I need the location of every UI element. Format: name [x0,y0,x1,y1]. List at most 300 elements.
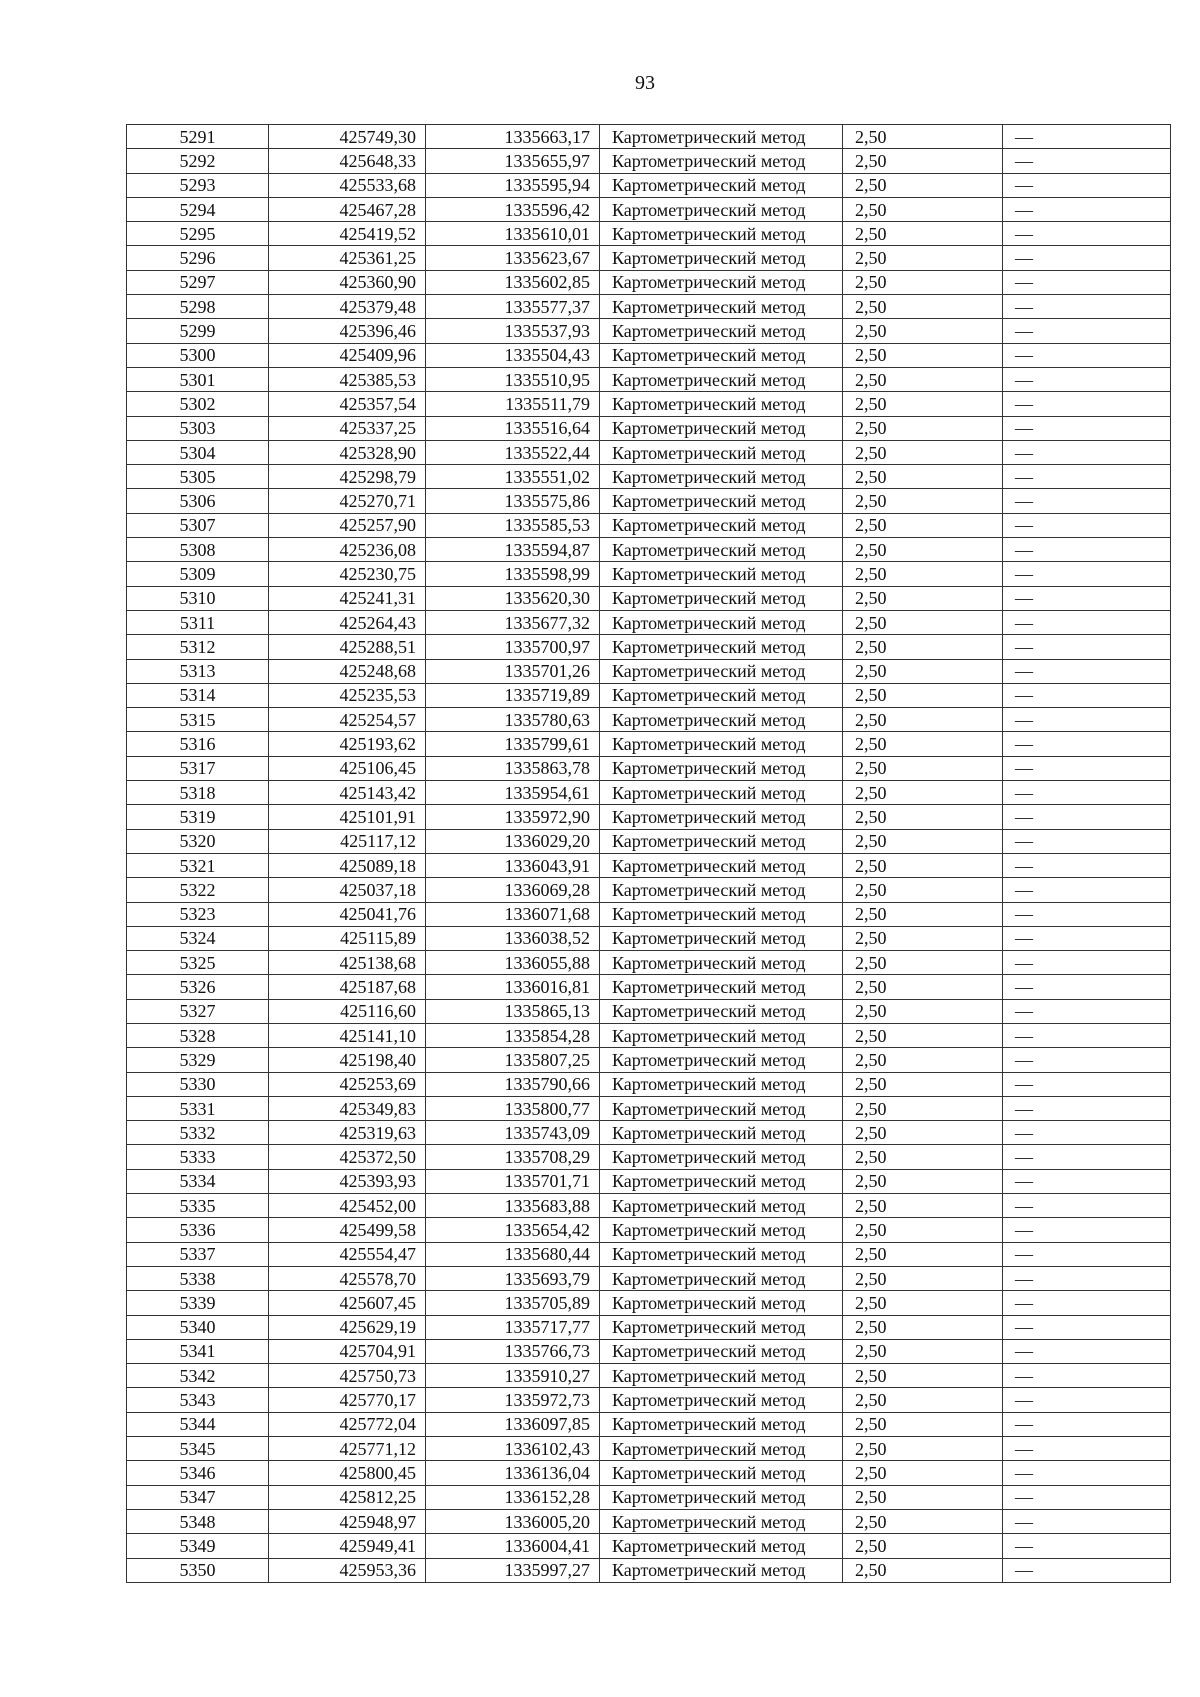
table-row [127,222,1171,246]
method-cell: Картометрический метод [600,1266,843,1290]
accuracy-cell: 2,50 [843,756,1003,780]
x-coordinate-cell: 425116,60 [269,999,426,1023]
point-number-cell: 5327 [127,999,269,1023]
description-cell: — [1003,586,1171,610]
method-cell: Картометрический метод [600,902,843,926]
method-cell: Картометрический метод [600,610,843,634]
method-cell: Картометрический метод [600,222,843,246]
y-coordinate-cell: 1335575,86 [426,489,600,513]
point-number-cell: 5326 [127,975,269,999]
x-coordinate-cell: 425235,53 [269,683,426,707]
method-cell: Картометрический метод [600,562,843,586]
point-number-cell: 5298 [127,295,269,319]
table-row [127,1169,1171,1193]
x-coordinate-cell: 425372,50 [269,1145,426,1169]
point-number-cell: 5336 [127,1218,269,1242]
point-number-cell: 5343 [127,1388,269,1412]
method-cell: Картометрический метод [600,659,843,683]
point-number-cell: 5300 [127,343,269,367]
table-row [127,781,1171,805]
y-coordinate-cell: 1335954,61 [426,781,600,805]
x-coordinate-cell: 425467,28 [269,197,426,221]
table-row [127,610,1171,634]
method-cell: Картометрический метод [600,1218,843,1242]
table-row [127,440,1171,464]
point-number-cell: 5294 [127,197,269,221]
point-number-cell: 5317 [127,756,269,780]
table-row [127,1023,1171,1047]
description-cell: — [1003,343,1171,367]
method-cell: Картометрический метод [600,1048,843,1072]
table-row [127,465,1171,489]
y-coordinate-cell: 1335807,25 [426,1048,600,1072]
accuracy-cell: 2,50 [843,1096,1003,1120]
accuracy-cell: 2,50 [843,1339,1003,1363]
description-cell: — [1003,1072,1171,1096]
method-cell: Картометрический метод [600,829,843,853]
x-coordinate-cell: 425089,18 [269,853,426,877]
table-row [127,392,1171,416]
table-row [127,1388,1171,1412]
x-coordinate-cell: 425770,17 [269,1388,426,1412]
y-coordinate-cell: 1335654,42 [426,1218,600,1242]
point-number-cell: 5299 [127,319,269,343]
x-coordinate-cell: 425800,45 [269,1461,426,1485]
description-cell: — [1003,975,1171,999]
description-cell: — [1003,367,1171,391]
method-cell: Картометрический метод [600,1339,843,1363]
description-cell: — [1003,1485,1171,1509]
point-number-cell: 5350 [127,1558,269,1582]
description-cell: — [1003,149,1171,173]
x-coordinate-cell: 425230,75 [269,562,426,586]
point-number-cell: 5330 [127,1072,269,1096]
point-number-cell: 5292 [127,149,269,173]
accuracy-cell: 2,50 [843,440,1003,464]
y-coordinate-cell: 1335663,17 [426,125,600,149]
y-coordinate-cell: 1335598,99 [426,562,600,586]
y-coordinate-cell: 1335693,79 [426,1266,600,1290]
method-cell: Картометрический метод [600,1534,843,1558]
accuracy-cell: 2,50 [843,1461,1003,1485]
x-coordinate-cell: 425101,91 [269,805,426,829]
x-coordinate-cell: 425396,46 [269,319,426,343]
method-cell: Картометрический метод [600,295,843,319]
method-cell: Картометрический метод [600,1461,843,1485]
x-coordinate-cell: 425241,31 [269,586,426,610]
point-number-cell: 5314 [127,683,269,707]
method-cell: Картометрический метод [600,1121,843,1145]
description-cell: — [1003,951,1171,975]
point-number-cell: 5293 [127,173,269,197]
table-row [127,829,1171,853]
accuracy-cell: 2,50 [843,659,1003,683]
method-cell: Картометрический метод [600,1145,843,1169]
point-number-cell: 5295 [127,222,269,246]
point-number-cell: 5333 [127,1145,269,1169]
x-coordinate-cell: 425948,97 [269,1509,426,1533]
method-cell: Картометрический метод [600,1194,843,1218]
x-coordinate-cell: 425115,89 [269,926,426,950]
description-cell: — [1003,781,1171,805]
table-row [127,562,1171,586]
table-row [127,173,1171,197]
y-coordinate-cell: 1335516,64 [426,416,600,440]
method-cell: Картометрический метод [600,732,843,756]
description-cell: — [1003,1048,1171,1072]
x-coordinate-cell: 425379,48 [269,295,426,319]
point-number-cell: 5347 [127,1485,269,1509]
method-cell: Картометрический метод [600,367,843,391]
y-coordinate-cell: 1335799,61 [426,732,600,756]
y-coordinate-cell: 1335910,27 [426,1364,600,1388]
method-cell: Картометрический метод [600,708,843,732]
description-cell: — [1003,756,1171,780]
y-coordinate-cell: 1336136,04 [426,1461,600,1485]
x-coordinate-cell: 425749,30 [269,125,426,149]
accuracy-cell: 2,50 [843,173,1003,197]
x-coordinate-cell: 425393,93 [269,1169,426,1193]
x-coordinate-cell: 425949,41 [269,1534,426,1558]
accuracy-cell: 2,50 [843,222,1003,246]
method-cell: Картометрический метод [600,440,843,464]
point-number-cell: 5306 [127,489,269,513]
method-cell: Картометрический метод [600,1242,843,1266]
accuracy-cell: 2,50 [843,781,1003,805]
x-coordinate-cell: 425607,45 [269,1291,426,1315]
y-coordinate-cell: 1335610,01 [426,222,600,246]
point-number-cell: 5329 [127,1048,269,1072]
point-number-cell: 5331 [127,1096,269,1120]
y-coordinate-cell: 1336102,43 [426,1437,600,1461]
y-coordinate-cell: 1336097,85 [426,1412,600,1436]
accuracy-cell: 2,50 [843,610,1003,634]
accuracy-cell: 2,50 [843,999,1003,1023]
x-coordinate-cell: 425257,90 [269,513,426,537]
accuracy-cell: 2,50 [843,1485,1003,1509]
method-cell: Картометрический метод [600,465,843,489]
point-number-cell: 5318 [127,781,269,805]
accuracy-cell: 2,50 [843,1169,1003,1193]
description-cell: — [1003,319,1171,343]
y-coordinate-cell: 1335766,73 [426,1339,600,1363]
description-cell: — [1003,465,1171,489]
y-coordinate-cell: 1335596,42 [426,197,600,221]
accuracy-cell: 2,50 [843,125,1003,149]
point-number-cell: 5335 [127,1194,269,1218]
method-cell: Картометрический метод [600,756,843,780]
description-cell: — [1003,659,1171,683]
table-row [127,513,1171,537]
method-cell: Картометрический метод [600,1485,843,1509]
y-coordinate-cell: 1335700,97 [426,635,600,659]
method-cell: Картометрический метод [600,878,843,902]
method-cell: Картометрический метод [600,1509,843,1533]
description-cell: — [1003,270,1171,294]
accuracy-cell: 2,50 [843,683,1003,707]
y-coordinate-cell: 1335683,88 [426,1194,600,1218]
description-cell: — [1003,1096,1171,1120]
x-coordinate-cell: 425452,00 [269,1194,426,1218]
method-cell: Картометрический метод [600,392,843,416]
x-coordinate-cell: 425704,91 [269,1339,426,1363]
table-row [127,1339,1171,1363]
accuracy-cell: 2,50 [843,1315,1003,1339]
y-coordinate-cell: 1335719,89 [426,683,600,707]
y-coordinate-cell: 1335537,93 [426,319,600,343]
description-cell: — [1003,902,1171,926]
table-row [127,125,1171,149]
description-cell: — [1003,246,1171,270]
method-cell: Картометрический метод [600,1437,843,1461]
y-coordinate-cell: 1336152,28 [426,1485,600,1509]
y-coordinate-cell: 1336055,88 [426,951,600,975]
table-row [127,1558,1171,1582]
x-coordinate-cell: 425254,57 [269,708,426,732]
point-number-cell: 5309 [127,562,269,586]
accuracy-cell: 2,50 [843,295,1003,319]
accuracy-cell: 2,50 [843,1437,1003,1461]
accuracy-cell: 2,50 [843,829,1003,853]
point-number-cell: 5313 [127,659,269,683]
x-coordinate-cell: 425041,76 [269,902,426,926]
accuracy-cell: 2,50 [843,1388,1003,1412]
table-row [127,732,1171,756]
description-cell: — [1003,1145,1171,1169]
description-cell: — [1003,999,1171,1023]
x-coordinate-cell: 425812,25 [269,1485,426,1509]
accuracy-cell: 2,50 [843,1121,1003,1145]
description-cell: — [1003,1558,1171,1582]
table-row [127,1048,1171,1072]
description-cell: — [1003,732,1171,756]
description-cell: — [1003,1534,1171,1558]
table-row [127,756,1171,780]
table-row [127,1534,1171,1558]
point-number-cell: 5324 [127,926,269,950]
table-row [127,246,1171,270]
x-coordinate-cell: 425357,54 [269,392,426,416]
y-coordinate-cell: 1335602,85 [426,270,600,294]
point-number-cell: 5332 [127,1121,269,1145]
table-row [127,1145,1171,1169]
y-coordinate-cell: 1336043,91 [426,853,600,877]
accuracy-cell: 2,50 [843,319,1003,343]
y-coordinate-cell: 1336069,28 [426,878,600,902]
x-coordinate-cell: 425750,73 [269,1364,426,1388]
description-cell: — [1003,635,1171,659]
y-coordinate-cell: 1335743,09 [426,1121,600,1145]
accuracy-cell: 2,50 [843,489,1003,513]
accuracy-cell: 2,50 [843,1023,1003,1047]
point-number-cell: 5320 [127,829,269,853]
x-coordinate-cell: 425499,58 [269,1218,426,1242]
point-number-cell: 5346 [127,1461,269,1485]
accuracy-cell: 2,50 [843,270,1003,294]
x-coordinate-cell: 425106,45 [269,756,426,780]
table-row [127,319,1171,343]
description-cell: — [1003,708,1171,732]
description-cell: — [1003,222,1171,246]
method-cell: Картометрический метод [600,538,843,562]
point-number-cell: 5340 [127,1315,269,1339]
description-cell: — [1003,392,1171,416]
point-number-cell: 5296 [127,246,269,270]
description-cell: — [1003,440,1171,464]
y-coordinate-cell: 1335677,32 [426,610,600,634]
y-coordinate-cell: 1335522,44 [426,440,600,464]
point-number-cell: 5328 [127,1023,269,1047]
point-number-cell: 5349 [127,1534,269,1558]
method-cell: Картометрический метод [600,197,843,221]
point-number-cell: 5312 [127,635,269,659]
accuracy-cell: 2,50 [843,926,1003,950]
accuracy-cell: 2,50 [843,1558,1003,1582]
method-cell: Картометрический метод [600,1291,843,1315]
table-row [127,1291,1171,1315]
y-coordinate-cell: 1336038,52 [426,926,600,950]
accuracy-cell: 2,50 [843,853,1003,877]
x-coordinate-cell: 425143,42 [269,781,426,805]
x-coordinate-cell: 425264,43 [269,610,426,634]
x-coordinate-cell: 425533,68 [269,173,426,197]
point-number-cell: 5334 [127,1169,269,1193]
table-row [127,1412,1171,1436]
y-coordinate-cell: 1335655,97 [426,149,600,173]
accuracy-cell: 2,50 [843,878,1003,902]
table-row [127,416,1171,440]
method-cell: Картометрический метод [600,586,843,610]
y-coordinate-cell: 1336005,20 [426,1509,600,1533]
accuracy-cell: 2,50 [843,635,1003,659]
x-coordinate-cell: 425629,19 [269,1315,426,1339]
y-coordinate-cell: 1335620,30 [426,586,600,610]
table-row [127,295,1171,319]
point-number-cell: 5319 [127,805,269,829]
x-coordinate-cell: 425187,68 [269,975,426,999]
x-coordinate-cell: 425349,83 [269,1096,426,1120]
description-cell: — [1003,1364,1171,1388]
point-number-cell: 5302 [127,392,269,416]
point-number-cell: 5348 [127,1509,269,1533]
table-row [127,635,1171,659]
point-number-cell: 5308 [127,538,269,562]
y-coordinate-cell: 1335701,26 [426,659,600,683]
point-number-cell: 5303 [127,416,269,440]
method-cell: Картометрический метод [600,1364,843,1388]
method-cell: Картометрический метод [600,246,843,270]
description-cell: — [1003,489,1171,513]
accuracy-cell: 2,50 [843,465,1003,489]
x-coordinate-cell: 425578,70 [269,1266,426,1290]
method-cell: Картометрический метод [600,489,843,513]
x-coordinate-cell: 425141,10 [269,1023,426,1047]
table-row [127,999,1171,1023]
point-number-cell: 5338 [127,1266,269,1290]
accuracy-cell: 2,50 [843,513,1003,537]
table-row [127,586,1171,610]
y-coordinate-cell: 1335705,89 [426,1291,600,1315]
description-cell: — [1003,1339,1171,1363]
coordinates-table-body [127,125,1171,1583]
x-coordinate-cell: 425772,04 [269,1412,426,1436]
table-row [127,538,1171,562]
x-coordinate-cell: 425337,25 [269,416,426,440]
table-row [127,270,1171,294]
description-cell: — [1003,416,1171,440]
coordinates-table [126,124,1171,1583]
description-cell: — [1003,1194,1171,1218]
y-coordinate-cell: 1335708,29 [426,1145,600,1169]
method-cell: Картометрический метод [600,149,843,173]
table-row [127,683,1171,707]
description-cell: — [1003,878,1171,902]
accuracy-cell: 2,50 [843,197,1003,221]
x-coordinate-cell: 425328,90 [269,440,426,464]
description-cell: — [1003,829,1171,853]
method-cell: Картометрический метод [600,999,843,1023]
description-cell: — [1003,125,1171,149]
table-row [127,149,1171,173]
table-row [127,975,1171,999]
table-row [127,1096,1171,1120]
table-row [127,1218,1171,1242]
table-row [127,1242,1171,1266]
method-cell: Картометрический метод [600,683,843,707]
y-coordinate-cell: 1335551,02 [426,465,600,489]
accuracy-cell: 2,50 [843,1072,1003,1096]
x-coordinate-cell: 425771,12 [269,1437,426,1461]
table-row [127,1266,1171,1290]
accuracy-cell: 2,50 [843,416,1003,440]
y-coordinate-cell: 1335701,71 [426,1169,600,1193]
table-row [127,367,1171,391]
table-row [127,1072,1171,1096]
description-cell: — [1003,1412,1171,1436]
x-coordinate-cell: 425361,25 [269,246,426,270]
table-row [127,926,1171,950]
y-coordinate-cell: 1335865,13 [426,999,600,1023]
accuracy-cell: 2,50 [843,1242,1003,1266]
table-row [127,708,1171,732]
description-cell: — [1003,1169,1171,1193]
x-coordinate-cell: 425319,63 [269,1121,426,1145]
point-number-cell: 5301 [127,367,269,391]
x-coordinate-cell: 425953,36 [269,1558,426,1582]
point-number-cell: 5311 [127,610,269,634]
point-number-cell: 5341 [127,1339,269,1363]
method-cell: Картометрический метод [600,125,843,149]
method-cell: Картометрический метод [600,1315,843,1339]
x-coordinate-cell: 425138,68 [269,951,426,975]
x-coordinate-cell: 425419,52 [269,222,426,246]
accuracy-cell: 2,50 [843,1509,1003,1533]
method-cell: Картометрический метод [600,975,843,999]
method-cell: Картометрический метод [600,1388,843,1412]
table-row [127,951,1171,975]
accuracy-cell: 2,50 [843,1534,1003,1558]
point-number-cell: 5342 [127,1364,269,1388]
table-row [127,1121,1171,1145]
y-coordinate-cell: 1335511,79 [426,392,600,416]
accuracy-cell: 2,50 [843,392,1003,416]
point-number-cell: 5321 [127,853,269,877]
y-coordinate-cell: 1335623,67 [426,246,600,270]
point-number-cell: 5339 [127,1291,269,1315]
y-coordinate-cell: 1336029,20 [426,829,600,853]
y-coordinate-cell: 1335577,37 [426,295,600,319]
y-coordinate-cell: 1336004,41 [426,1534,600,1558]
